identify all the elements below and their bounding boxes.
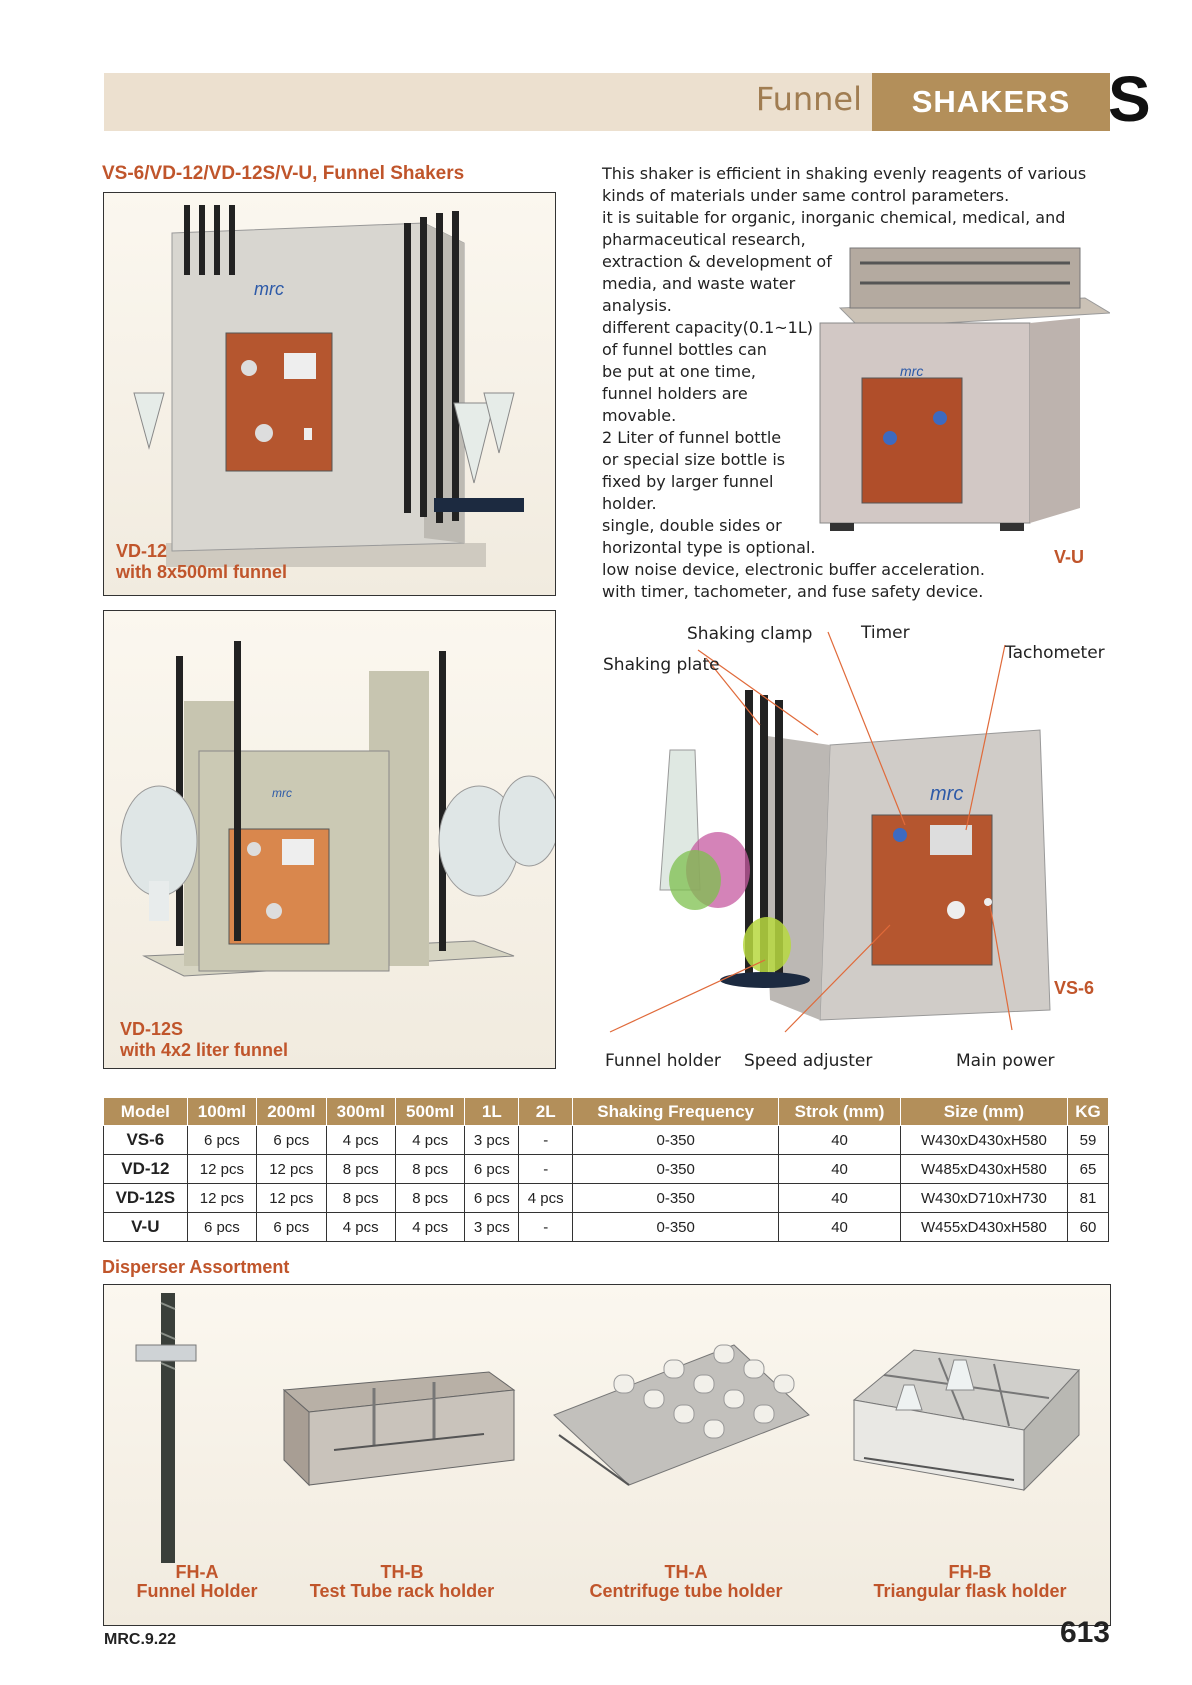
accessory-th-a: TH-A Centrifuge tube holder [589,1562,783,1601]
vd12s-brand-logo: mrc [272,786,292,800]
accessory-th-b: TH-B Test Tube rack holder [309,1562,495,1601]
callout-main-power: Main power [956,1051,1055,1071]
callout-timer: Timer [861,623,910,643]
photo-vd12 [103,192,556,596]
vd12-brand-logo: mrc [254,279,284,299]
section-title: VS-6/VD-12/VD-12S/V-U, Funnel Shakers [102,163,465,184]
vs6-diagram [600,620,1110,1050]
spec-table [103,1097,1109,1242]
description: This shaker is efficient in shaking evenly reagents of various kinds of materials under same control parameters. it is suitable for organic, inorganic chemical, medical, and pharmaceutical research, extraction & development of media, and waste water analysis. different capacity(0.1~1L) of funnel bottles can be put at one time, funnel holders are movable. 2 Liter of funnel bottle or special size bottle is fixed by larger funnel holder. single, double sides or horizontal type is optional. low noise device, electronic buffer acceleration. with timer, tachometer, and fuse safety device. [602,164,1087,601]
callout-shaking-clamp: Shaking clamp [687,624,813,644]
vs6-brand-logo: mrc [930,783,964,805]
callout-tachometer: Tachometer [1005,643,1105,663]
accessories-panel [103,1284,1111,1626]
accessories-title: Disperser Assortment [102,1257,290,1277]
accessory-fh-b: FH-B Triangular flask holder [873,1562,1067,1601]
photo1-caption: VD-12 with 8x500ml funnel [116,541,288,582]
table-row: V-U 6 pcs 6 pcs 4 pcs 4 pcs 3 pcs - 0-350 40 W455xD430xH580 60 [104,1213,1109,1242]
spec-table-header: Model 100ml 200ml 300ml 500ml 1L 2L Shaking Frequency Strok (mm) Size (mm) KG [104,1098,1109,1126]
table-row: VD-12S 12 pcs 12 pcs 8 pcs 8 pcs 6 pcs 4 pcs 0-350 40 W430xD710xH730 81 [104,1184,1109,1213]
section-letter: S [1108,63,1151,135]
header-title: SHAKERS [911,84,1071,119]
accessory-fh-a: FH-A Funnel Holder [136,1562,258,1601]
header-subtitle: Funnel [755,80,862,118]
vu-label: V-U [1054,547,1085,567]
centrifuge-tube-holder-illustration [544,1335,814,1505]
vs6-label: VS-6 [1054,978,1095,998]
callout-funnel-holder: Funnel holder [605,1051,721,1071]
callout-shaking-plate: Shaking plate [603,655,720,675]
test-tube-rack-illustration [274,1350,519,1490]
triangular-flask-holder-illustration [844,1340,1089,1510]
table-row: VD-12 12 pcs 12 pcs 8 pcs 8 pcs 6 pcs - 0-350 40 W485xD430xH580 65 [104,1155,1109,1184]
vu-brand-logo: mrc [900,363,924,379]
vd12-illustration [104,193,555,595]
footer-code: MRC.9.22 [104,1631,177,1648]
callout-speed-adjuster: Speed adjuster [744,1051,873,1071]
table-row: VS-6 6 pcs 6 pcs 4 pcs 4 pcs 3 pcs - 0-350 40 W430xD430xH580 59 [104,1126,1109,1155]
funnel-holder-illustration [126,1293,216,1563]
vd12s-illustration [104,611,555,1068]
page-number: 613 [1059,1616,1110,1649]
photo-vd12s [103,610,556,1069]
photo2-caption: VD-12S with 4x2 liter funnel [120,1019,289,1060]
